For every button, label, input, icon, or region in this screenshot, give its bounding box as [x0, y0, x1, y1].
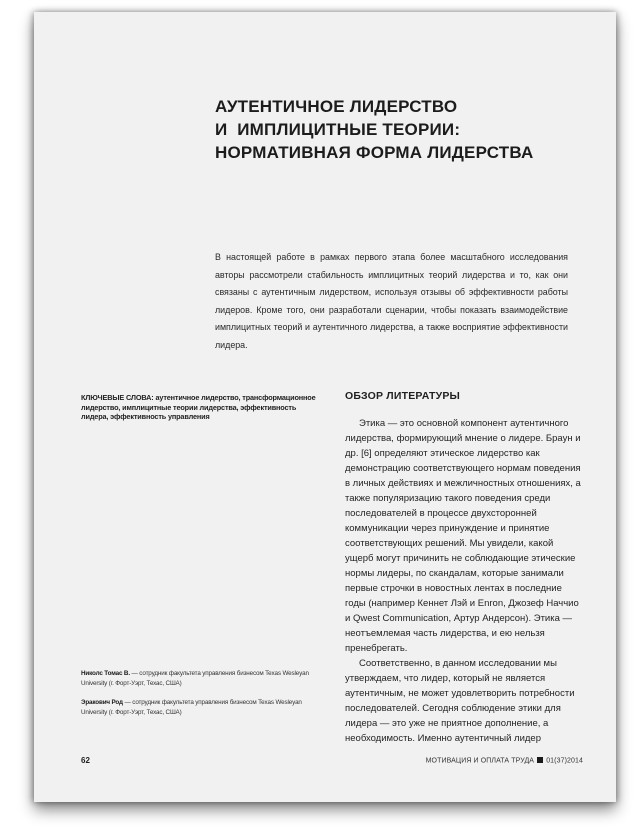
section-heading: ОБЗОР ЛИТЕРАТУРЫ	[345, 390, 461, 402]
author-desc-2: — сотрудник факультета управления бизнесом Texas Wesleyan University (г. Форт-Уэрт, Техас, США)	[81, 699, 302, 716]
keywords-block	[81, 393, 324, 422]
author-name-2: Эракович Род	[81, 699, 123, 706]
title-line-3: НОРМАТИВНАЯ ФОРМА ЛИДЕРСТВА	[215, 143, 534, 162]
author-name-1: Николс Томас В.	[81, 670, 130, 677]
journal-footer	[426, 757, 583, 765]
magazine-page	[34, 12, 616, 802]
body-paragraph-2: Соответственно, в данном исследовании мы утверждаем, что лидер, который не является аутентичным, не может удовлетворить потребности последователей. Сегодня соблюдение этики для лидера — это уже не приятное дополнение, а необходимость. Именно аутентичный лидер	[345, 658, 575, 744]
keywords-text: аутентичное лидерство, трансформационное лидерство, имплицитные теории лидерства, эффективность лидера, эффективность управления	[81, 393, 316, 422]
article-title	[215, 95, 575, 164]
journal-issue: 01(37)2014	[546, 757, 583, 765]
author-desc-1: — сотрудник факультета управления бизнесом Texas Wesleyan University (г. Форт-Уэрт, Техас, США)	[81, 670, 309, 687]
author-note-2	[81, 698, 326, 717]
author-note-1	[81, 669, 326, 688]
page-number: 62	[81, 756, 90, 765]
section-body	[345, 416, 584, 746]
title-line-2: И ИМПЛИЦИТНЫЕ ТЕОРИИ:	[215, 120, 461, 139]
article-abstract: В настоящей работе в рамках первого этапа более масштабного исследования авторы рассмотрели стабильность имплицитных теорий лидерства и то, как они связаны с аутентичным лидерством, используя отзывы об эффективности работы лидеров. Кроме того, они разработали сценарии, чтобы показать взаимодействие имплицитных теорий и аутентичного лидерства, а также восприятие эффективности лидера.	[215, 252, 568, 350]
square-bullet-icon	[537, 757, 543, 763]
journal-name: МОТИВАЦИЯ И ОПЛАТА ТРУДА	[425, 757, 535, 765]
body-paragraph-1: Этика — это основной компонент аутентичного лидерства, формирующий мнение о лидере. Браун и др. [6] определяют этическое лидерство как демонстрацию соответствующего нормам поведения в личных действиях и межличностных отношениях, а также популяризацию такого поведения среди последователей в процессе двухсторонней коммуникации через принуждение и принятие соответствующих решений. Мы увидели, какой ущерб могут причинить не соблюдающие этические нормы лидеры, по скандалам, которые занимали первые строчки в новостных лентах в последние годы (например Кеннет Лэй и Enron, Джозеф Наччио и Qwest Communication, Артур Андерсон). Этика — неотъемлемая часть лидерства, и ею нельзя пренебрегать.	[345, 418, 581, 654]
keywords-label: КЛЮЧЕВЫЕ СЛОВА:	[81, 393, 154, 402]
title-line-1: АУТЕНТИЧНОЕ ЛИДЕРСТВО	[215, 97, 458, 116]
